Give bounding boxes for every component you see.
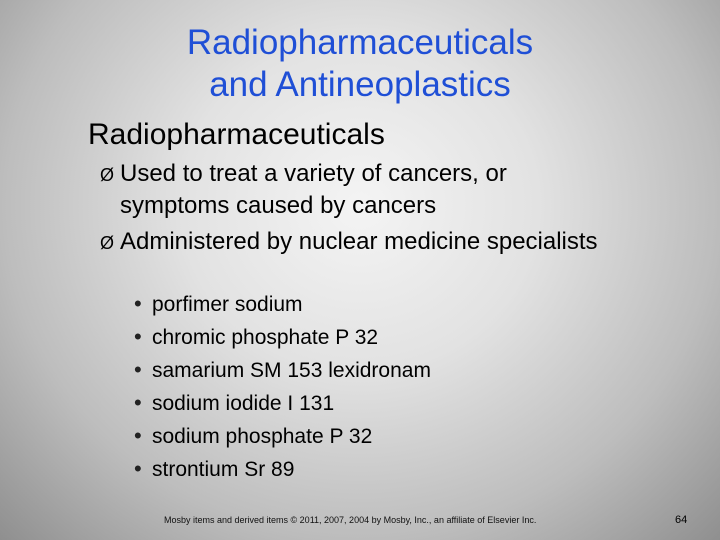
slide-title — [0, 22, 720, 106]
list-item — [134, 387, 431, 420]
list-item — [134, 453, 431, 486]
drug-name: strontium Sr 89 — [152, 458, 295, 481]
sub-point-text: Administered by nuclear medicine specialists — [120, 228, 598, 255]
title-line-2: and Antineoplastics — [209, 65, 511, 104]
arrow-bullet-icon: Ø — [100, 165, 115, 185]
drug-name: sodium phosphate P 32 — [152, 425, 373, 448]
arrow-bullet-icon: Ø — [100, 233, 115, 253]
page-number: 64 — [675, 514, 688, 526]
dot-bullet-icon: • — [134, 456, 142, 481]
list-item — [134, 288, 431, 321]
dot-bullet-icon: • — [134, 390, 142, 415]
list-item — [134, 354, 431, 387]
title-line-1: Radiopharmaceuticals — [186, 23, 534, 62]
drug-list — [134, 288, 431, 486]
copyright-footer: Mosby items and derived items © 2011, 2007, 2004 by Mosby, Inc., an affiliate of Elsevier Inc. — [164, 515, 537, 525]
sub-point-text: Used to treat a variety of cancers, or symptoms caused by cancers — [120, 160, 507, 219]
dot-bullet-icon: • — [134, 423, 142, 448]
main-bullet — [44, 118, 385, 152]
main-bullet-text: Radiopharmaceuticals — [88, 118, 385, 151]
dot-bullet-icon: • — [134, 357, 142, 382]
dot-bullet-icon: • — [134, 324, 142, 349]
sub-point — [100, 158, 600, 222]
sub-point — [100, 226, 600, 259]
list-item — [134, 420, 431, 453]
dot-bullet-icon: • — [134, 291, 142, 316]
drug-name: porfimer sodium — [152, 293, 303, 316]
drug-name: samarium SM 153 lexidronam — [152, 359, 431, 382]
drug-name: chromic phosphate P 32 — [152, 326, 379, 349]
drug-name: sodium iodide I 131 — [152, 392, 335, 415]
list-item — [134, 321, 431, 354]
